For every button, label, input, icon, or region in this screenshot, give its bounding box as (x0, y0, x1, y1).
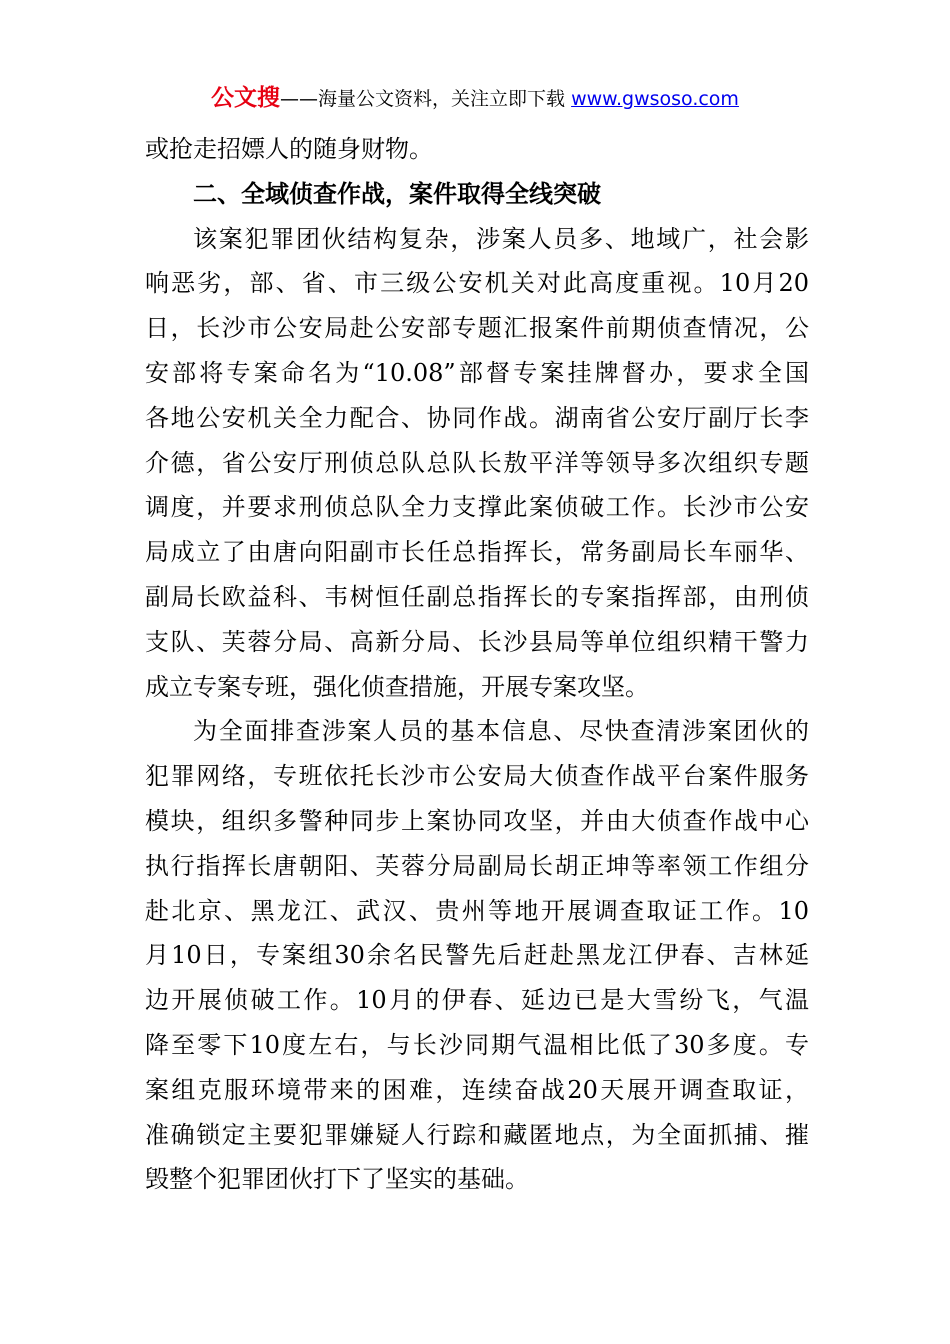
text-line: 或抢走招嫖人的随身财物。 (145, 135, 433, 163)
text-line: 调度，并要求刑侦总队全力支撑此案侦破工作。长沙市公安 (145, 493, 809, 522)
text-line: 安部将专案命名为“10.08”部督专案挂牌督办，要求全国 (145, 358, 809, 387)
text-line: 为全面排查涉案人员的基本信息、尽快查清涉案团伙的 (193, 717, 809, 746)
text-line: 犯罪网络，专班依托长沙市公安局大侦查作战平台案件服务 (145, 762, 809, 791)
text-line: 执行指挥长唐朝阳、芙蓉分局副局长胡正坤等率领工作组分 (145, 851, 809, 880)
text-line: 支队、芙蓉分局、高新分局、长沙县局等单位组织精干警力 (145, 627, 809, 656)
text-line: 副局长欧益科、韦树恒任副总指挥长的专案指挥部，由刑侦 (145, 582, 809, 611)
text-line: 介德，省公安厅刑侦总队总队长敖平洋等领导多次组织专题 (145, 448, 809, 477)
document-body (145, 127, 809, 1202)
text-line: 月10日，专案组30余名民警先后赶赴黑龙江伊春、吉林延 (145, 941, 809, 970)
text-line: 局成立了由唐向阳副市长任总指挥长，常务副局长车丽华、 (145, 538, 809, 567)
text-line: 该案犯罪团伙结构复杂，涉案人员多、地域广，社会影 (193, 224, 809, 253)
text-line: 边开展侦破工作。10月的伊春、延边已是大雪纷飞，气温 (145, 986, 809, 1015)
page-header (0, 83, 950, 114)
text-line: 降至零下10度左右，与长沙同期气温相比低了30多度。专 (145, 1030, 809, 1059)
text-line: 毁整个犯罪团伙打下了坚实的基础。 (145, 1165, 529, 1194)
text-line: 赴北京、黑龙江、武汉、贵州等地开展调查取证工作。10 (145, 896, 809, 925)
text-line: 模块，组织多警种同步上案协同攻坚，并由大侦查作战中心 (145, 806, 809, 835)
text-line: 准确锁定主要犯罪嫌疑人行踪和藏匿地点，为全面抓捕、摧 (145, 1120, 809, 1149)
text-line: 成立专案专班，强化侦查措施，开展专案攻坚。 (145, 672, 649, 701)
text-line: 各地公安机关全力配合、协同作战。湖南省公安厅副厅长李 (145, 403, 809, 432)
brand-name: 公文搜 (211, 85, 281, 111)
header-tagline: ——海量公文资料，关注立即下载 (280, 88, 566, 110)
text-line: 响恶劣，部、省、市三级公安机关对此高度重视。10月20 (145, 269, 809, 298)
section-heading: 二、全域侦查作战，案件取得全线突破 (193, 179, 601, 208)
text-line: 日，长沙市公安局赴公安部专题汇报案件前期侦查情况，公 (145, 314, 809, 343)
text-line: 案组克服环境带来的困难，连续奋战20天展开调查取证， (145, 1075, 809, 1104)
site-link[interactable]: www.gwsoso.com (571, 88, 739, 110)
